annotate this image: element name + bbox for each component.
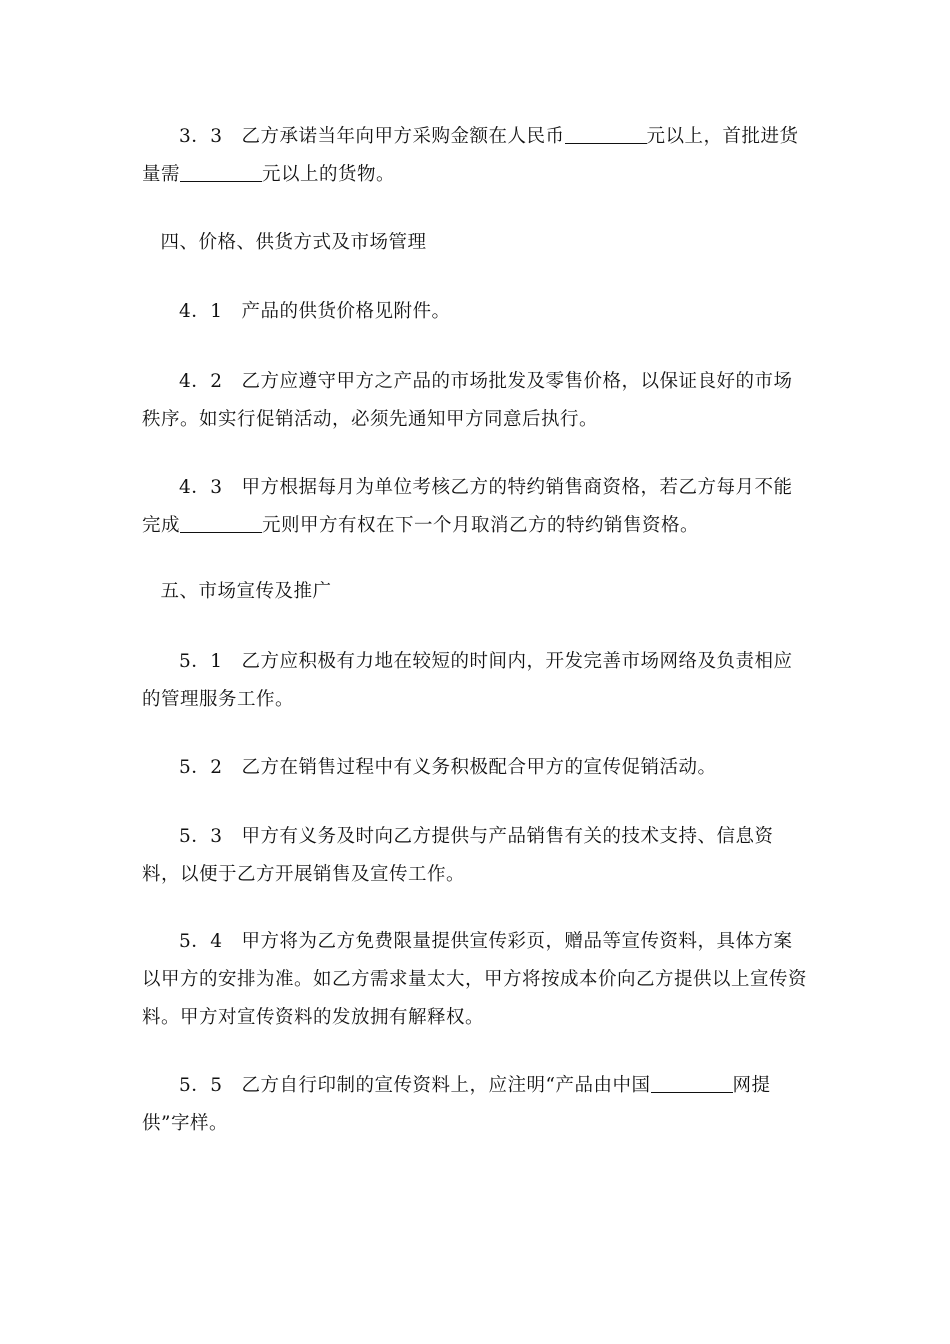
clause-4-3-text-b: 元则甲方有权在下一个月取消乙方的特约销售资格。 xyxy=(262,515,700,536)
clause-5-3: 5．3 甲方有义务及时向乙方提供与产品销售有关的技术支持、信息资料，以便于乙方开展销售及宣传工作。 xyxy=(142,826,774,885)
clause-5-5-text-b: 网提供”字样。 xyxy=(142,1075,771,1134)
clause-4-2: 4．2 乙方应遵守甲方之产品的市场批发及零售价格，以保证良好的市场秩序。如实行促销活动，必须先通知甲方同意后执行。 xyxy=(142,371,793,430)
clause-5-5-text-a: 5．5 乙方自行印制的宣传资料上，应注明“产品由中国 xyxy=(179,1075,651,1096)
clause-5-5 xyxy=(142,1067,808,1143)
blank-line xyxy=(651,1072,733,1093)
clause-5-2: 5．2 乙方在销售过程中有义务积极配合甲方的宣传促销活动。 xyxy=(179,757,717,778)
section-heading-5: 五、市场宣传及推广 xyxy=(160,581,332,602)
blank-line xyxy=(180,512,262,533)
blank-line xyxy=(180,161,262,182)
clause-4-3-text-a: 4．3 甲方根据每月为单位考核乙方的特约销售商资格，若乙方每月不能完成 xyxy=(142,477,793,536)
blank-line xyxy=(565,123,647,144)
clause-3-3-text-b: 元以上，首批进货量需 xyxy=(142,126,799,185)
clause-3-3-text-c: 元以上的货物。 xyxy=(262,164,396,185)
section-heading-4: 四、价格、供货方式及市场管理 xyxy=(160,232,427,253)
clause-4-1: 4．1 产品的供货价格见附件。 xyxy=(179,301,451,322)
clause-3-3 xyxy=(142,118,808,194)
clause-4-3 xyxy=(142,469,808,545)
clause-3-3-text-a: 3．3 乙方承诺当年向甲方采购金额在人民币 xyxy=(179,126,565,147)
clause-5-1: 5．1 乙方应积极有力地在较短的时间内，开发完善市场网络及负责相应的管理服务工作。 xyxy=(142,651,793,710)
clause-5-4: 5．4 甲方将为乙方免费限量提供宣传彩页，赠品等宣传资料，具体方案以甲方的安排为准。如乙方需求量太大，甲方将按成本价向乙方提供以上宣传资料。甲方对宣传资料的发放拥有解释权。 xyxy=(142,931,808,1028)
